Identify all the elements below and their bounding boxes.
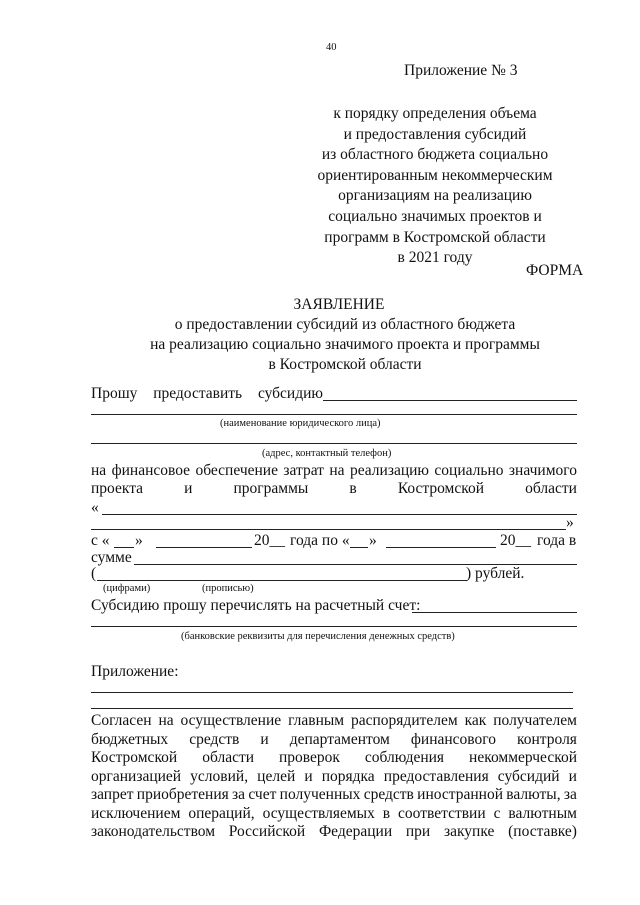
consent-word: субсидий [497, 767, 560, 785]
sum-open: ( [91, 565, 97, 582]
consent-word: в [382, 804, 391, 822]
period-end: года в [537, 532, 577, 549]
consent-word: организацией [91, 767, 182, 785]
consent-word: законодательством [91, 823, 216, 840]
sum-close: ) рублей. [466, 565, 525, 582]
purpose-word: на [329, 462, 345, 479]
consent-line [91, 823, 577, 841]
consent-word: проверок [279, 749, 340, 766]
account-label: Субсидию прошу перечислять на расчетный счет: [91, 597, 421, 614]
subtitle-line: на реализацию социально значимого проекта и программы [150, 336, 540, 353]
purpose-word: проекта [91, 480, 144, 497]
consent-word: как [464, 712, 487, 729]
consent-word: финансового [410, 730, 496, 748]
address-field[interactable] [91, 443, 577, 444]
consent-word: Российской [228, 823, 306, 840]
request-word: предоставить [153, 385, 243, 402]
consent-word: Федерации [318, 823, 393, 840]
consent-word: соблюдения [364, 749, 445, 766]
consent-line [91, 712, 577, 730]
consent-word: целей [257, 767, 296, 785]
consent-word: области [202, 749, 255, 766]
account-field-2[interactable] [91, 626, 577, 627]
consent-word: соответствии [398, 804, 486, 822]
project-name-field-2[interactable] [91, 529, 566, 530]
statement-title [0, 296, 640, 314]
project-name-field-1[interactable] [102, 514, 577, 515]
consent-line [91, 749, 577, 767]
consent-word: бюджетных [91, 730, 169, 748]
consent-word: при [405, 823, 431, 840]
consent-word: осуществляемых [262, 804, 375, 822]
attachment-label: Приложение: [91, 663, 179, 680]
subsidy-field[interactable] [323, 400, 577, 401]
appendix-line: в 2021 году [397, 249, 473, 267]
consent-word: (поставке) [508, 823, 577, 840]
consent-word: и [260, 730, 269, 748]
purpose-word: затрат [283, 462, 324, 479]
request-word: Прошу [91, 385, 138, 402]
year-to: 20__ [500, 532, 531, 549]
period-quote-2: » [369, 532, 377, 549]
purpose-word: и [184, 480, 193, 497]
consent-word: департаментом [289, 730, 390, 748]
appendix-line: программ в Костромской области [324, 228, 546, 246]
consent-word: валютным [508, 804, 577, 822]
consent-word: исключением [91, 804, 181, 822]
quote-open: « [91, 499, 99, 516]
sum-words-field[interactable] [97, 580, 467, 581]
consent-word: главным [288, 712, 345, 729]
period-from: с « [91, 532, 110, 549]
consent-word: средств [363, 786, 414, 803]
consent-word: операций, [188, 804, 255, 822]
account-field-1[interactable] [412, 612, 577, 613]
consent-line [91, 768, 577, 786]
caption-digits: (цифрами) [103, 583, 151, 594]
day-to-field[interactable] [350, 547, 368, 548]
purpose-word: значимого [508, 462, 577, 479]
consent-line [91, 805, 577, 823]
caption-org-name: (наименование юридического лица) [220, 418, 381, 429]
period-to: года по « [290, 532, 350, 549]
consent-word: закупке [443, 823, 495, 840]
purpose-word: на [91, 462, 107, 479]
form-label: ФОРМА [526, 262, 584, 279]
statement-subtitle [120, 315, 570, 375]
request-word: субсидию [257, 385, 323, 402]
consent-word: предоставления [383, 767, 489, 785]
consent-word: иностранной [417, 786, 503, 803]
day-from-field[interactable] [114, 547, 134, 548]
purpose-word: финансовое [111, 462, 191, 479]
sum-label: сумме [91, 549, 132, 566]
subtitle-line: в Костромской области [268, 356, 422, 373]
purpose-word: программы [233, 480, 309, 497]
consent-word: на [158, 712, 174, 729]
appendix-line: к порядку определения объема [333, 105, 537, 122]
year-from: 20__ [254, 532, 285, 549]
purpose-word: обеспечение [195, 462, 278, 479]
consent-word: получателем [493, 712, 577, 729]
appendix-line: ориентированным некоммерческим [317, 166, 553, 184]
consent-line [91, 731, 577, 749]
consent-word: средств [189, 730, 240, 748]
consent-word: за [563, 786, 577, 803]
consent-word: и [304, 767, 313, 785]
consent-word: Костромской [91, 749, 178, 766]
consent-word: валюты, [506, 786, 561, 803]
appendix-title: Приложение № 3 [404, 62, 518, 79]
caption-words: (прописью) [202, 583, 254, 594]
page-number: 40 [326, 42, 337, 53]
period-quote-1: » [135, 532, 143, 549]
caption-bank: (банковские реквизиты для перечисления денежных средств) [181, 631, 455, 642]
consent-word: полученных [279, 786, 361, 803]
month-to-field[interactable] [386, 547, 496, 548]
consent-word: порядка [321, 767, 375, 785]
consent-word: некоммерческой [469, 749, 577, 766]
consent-line [91, 786, 577, 804]
consent-word: счет [248, 786, 277, 803]
quote-close: » [566, 514, 574, 531]
request-line [91, 385, 323, 403]
subtitle-line: о предоставлении субсидий из областного бюджета [174, 316, 516, 333]
purpose-word: социально [434, 462, 504, 479]
month-from-field[interactable] [156, 547, 252, 548]
attachment-field-1[interactable] [91, 692, 573, 693]
purpose-word: области [525, 480, 577, 497]
consent-word: с [493, 804, 501, 822]
appendix-line: организациям на реализацию [338, 187, 532, 205]
attachment-field-2[interactable] [91, 708, 573, 709]
appendix-line: из областного бюджета социально [321, 146, 549, 164]
purpose-line-2 [91, 480, 577, 498]
consent-word: условий, [190, 767, 249, 785]
statement-title-text: ЗАЯВЛЕНИЕ [293, 296, 385, 313]
consent-word: Согласен [91, 712, 152, 729]
purpose-word: реализацию [349, 462, 430, 479]
purpose-word: в [349, 480, 357, 497]
consent-word: приобретения [136, 786, 229, 803]
appendix-line: и предоставления субсидий [343, 125, 527, 143]
consent-word: контроля [517, 730, 577, 748]
purpose-line-1 [91, 462, 577, 480]
appendix-description [300, 104, 570, 269]
caption-address: (адрес, контактный телефон) [262, 448, 392, 459]
consent-word: запрет [91, 786, 134, 803]
consent-word: распорядителем [351, 712, 458, 729]
purpose-word: Костромской [397, 480, 485, 497]
consent-word: осуществление [180, 712, 282, 729]
org-name-field[interactable] [91, 414, 577, 415]
appendix-line: социально значимых проектов и [328, 207, 542, 225]
consent-word: и [568, 767, 577, 785]
consent-word: за [232, 786, 246, 803]
